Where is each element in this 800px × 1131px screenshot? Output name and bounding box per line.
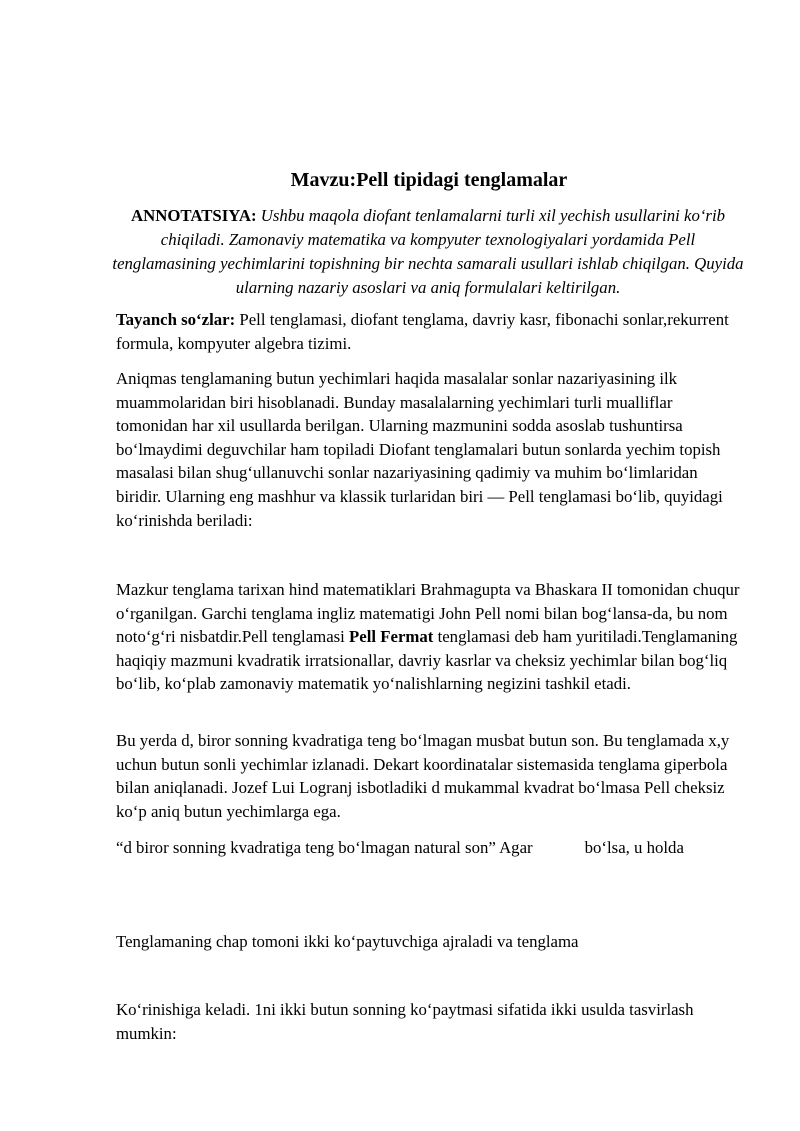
keywords-label: Tayanch so‘zlar: <box>116 310 236 329</box>
keywords-text: Pell tenglamasi, diofant tenglama, davriy kasr, fibonachi sonlar,rekurrent formula, kompyuter algebra tizimi. <box>116 310 729 353</box>
intro-paragraph: Aniqmas tenglamaning butun yechimlari haqida masalalar sonlar nazariyasining ilk muammolaridan biri hisoblanadi. Bunday masalalarning yechimlari turli mualliflar tomonidan har xil usullarda berilgan. Ularning mazmunini sodda asoslab tushuntirsa bo‘lmaydimi deguvchilar ham topiladi Diofant tenglamalari butun sonlarda yechim topish masalasi bilan shug‘ullanuvchi sonlar nazariyasining qadimiy va muhim bo‘limlaridan biridir. Ularning eng mashhur va klassik turlaridan biri — Pell tenglamasi bo‘lib, quyidagi ko‘rinishda beriladi: <box>116 369 723 530</box>
annotation-text: Ushbu maqola diofant tenlamalarni turli xil yechish usullarini ko‘rib chiqiladi. Zamonaviy matematika va kompyuter texnologiyalari yordamida Pell tenglamasining yechimlarini topishning bir nechta samarali usullari ishlab chiqilgan. Quyida ularning nazariy asoslari va aniq formulalari keltirilgan. <box>112 206 744 297</box>
keywords-paragraph <box>116 308 746 355</box>
document-title: Mavzu:Pell tipidagi tenglamalar <box>290 169 568 191</box>
history-paragraph <box>116 578 746 696</box>
annotation-block <box>112 204 744 300</box>
history-text-start: Mazkur tenglama tarixan hind matematiklari Brahmagupta va Bhaskara II tomonidan chuqur o‘rganilgan. Garchi tenglama ingliz matematigi John Pell nomi bilan bog‘lansa-da, bu nom noto‘g‘ri nisbatdir.Pell tenglamasi <box>116 580 740 647</box>
quote-text-end: bo‘lsa, u holda <box>584 838 684 857</box>
form-paragraph: Ko‘rinishiga keladi. 1ni ikki butun sonning ko‘paytmasi sifatida ikki usulda tasvirlash mumkin: <box>116 1000 694 1043</box>
factor-paragraph: Tenglamaning chap tomoni ikki ko‘paytuvchiga ajraladi va tenglama <box>116 932 579 951</box>
definition-paragraph: Bu yerda d, biror sonning kvadratiga teng bo‘lmagan musbat butun son. Bu tenglamada x,y uchun butun sonli yechimlar izlanadi. Dekart koordinatalar sistemasida tenglama giperbola bilan aniqlanadi. Jozef Lui Logranj isbotladiki d mukammal kvadrat bo‘lmasa Pell cheksiz ko‘p aniq butun yechimlarga ega. <box>116 731 730 821</box>
quote-paragraph <box>116 836 746 860</box>
history-bold-term: Pell Fermat <box>349 627 434 647</box>
history-text-end: tenglamasi deb ham yuritiladi.Tenglamaning haqiqiy mazmuni kvadratik irratsionallar, davriy kasrlar va cheksiz yechimlar bilan bog‘liq bo‘lib, ko‘plab zamonaviy matematik yo‘nalishlarning negizini tashkil etadi. <box>116 627 738 694</box>
quote-text-start: “d biror sonning kvadratiga teng bo‘lmagan natural son” Agar <box>116 838 533 857</box>
annotation-label: ANNOTATSIYA: <box>130 206 257 225</box>
